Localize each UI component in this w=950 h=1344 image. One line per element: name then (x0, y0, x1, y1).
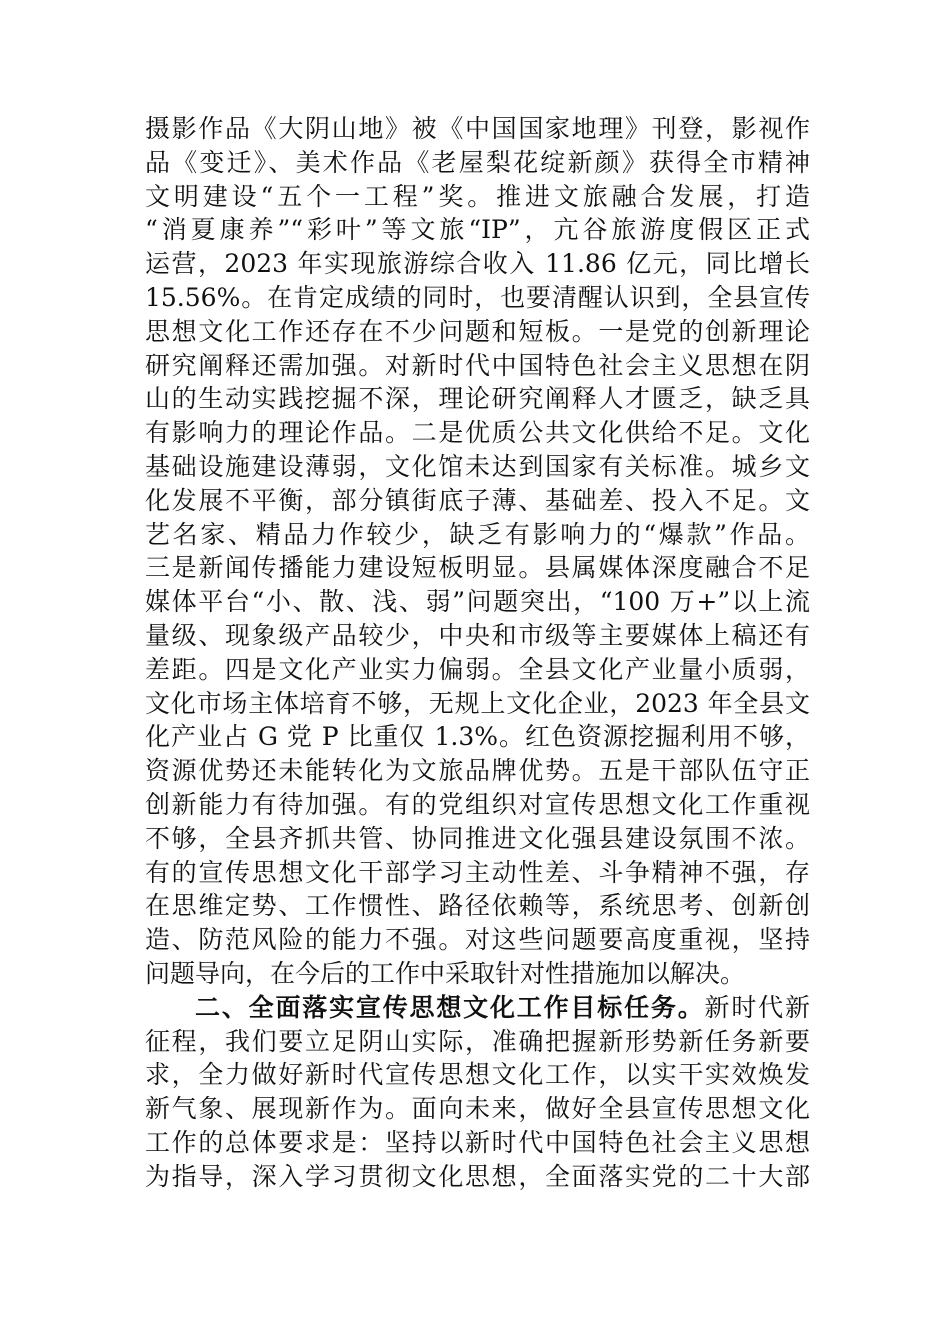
text-line: 三是新闻传播能力建设短板明显。县属媒体深度融合不足 (145, 553, 810, 583)
text-line: 有影响力的理论作品。二是优质公共文化供给不足。文化 (145, 418, 810, 448)
text-line: 有的宣传思想文化干部学习主动性差、斗争精神不强，存 (145, 857, 810, 887)
section-heading-continuation: 新时代新 (704, 992, 810, 1022)
text-line: 艺名家、精品力作较少，缺乏有影响力的“爆款”作品。 (145, 519, 810, 549)
text-line: 文化市场主体培育不够，无规上文化企业，2023 年全县文 (145, 688, 810, 718)
section-heading: 二、全面落实宣传思想文化工作目标任务。 (195, 992, 705, 1022)
text-line: 资源优势还未能转化为文旅品牌优势。五是干部队伍守正 (145, 756, 810, 786)
text-line: 山的生动实践挖掘不深，理论研究阐释人才匮乏，缺乏具 (145, 384, 810, 414)
text-line: 问题导向，在今后的工作中采取针对性措施加以解决。 (145, 958, 746, 988)
section-heading-line (145, 991, 810, 1025)
text-line: 为指导，深入学习贯彻文化思想，全面落实党的二十大部 (145, 1161, 810, 1191)
document-body (145, 112, 810, 1194)
text-line: 基础设施建设薄弱，文化馆未达到国家有关标准。城乡文 (145, 451, 810, 481)
text-line: 在思维定势、工作惯性、路径依赖等，系统思考、创新创 (145, 891, 810, 921)
text-line: 摄影作品《大阴山地》被《中国国家地理》刊登，影视作 (145, 114, 810, 143)
text-line: “消夏康养”“彩叶”等文旅“IP”，亢谷旅游度假区正式 (145, 215, 810, 245)
text-line: 差距。四是文化产业实力偏弱。全县文化产业量小质弱， (145, 654, 810, 684)
text-line: 求，全力做好新时代宣传思想文化工作，以实干实效焕发 (145, 1060, 810, 1090)
text-line: 造、防范风险的能力不强。对这些问题要高度重视，坚持 (145, 925, 810, 955)
text-line: 不够，全县齐抓共管、协同推进文化强县建设氛围不浓。 (145, 823, 810, 853)
text-line: 15.56%。在肯定成绩的同时，也要清醒认识到，全县宣传 (145, 282, 810, 312)
text-line: 征程，我们要立足阴山实际，准确把握新形势新任务新要 (145, 1026, 810, 1056)
text-line: 研究阐释还需加强。对新时代中国特色社会主义思想在阴 (145, 350, 810, 380)
text-line: 运营，2023 年实现旅游综合收入 11.86 亿元，同比增长 (145, 249, 810, 279)
text-line: 工作的总体要求是：坚持以新时代中国特色社会主义思想 (145, 1127, 810, 1157)
text-line: 化发展不平衡，部分镇街底子薄、基础差、投入不足。文 (145, 485, 810, 515)
text-line: 新气象、展现新作为。面向未来，做好全县宣传思想文化 (145, 1094, 810, 1124)
text-line: 文明建设“五个一工程”奖。推进文旅融合发展，打造 (145, 181, 810, 211)
text-line: 品《变迁》、美术作品《老屋梨花绽新颜》获得全市精神 (145, 147, 810, 177)
text-line: 创新能力有待加强。有的党组织对宣传思想文化工作重视 (145, 789, 810, 819)
text-line: 化产业占 G 党 P 比重仅 1.3%。红色资源挖掘利用不够， (145, 722, 810, 752)
text-line: 媒体平台“小、散、浅、弱”问题突出，“100 万+”以上流 (145, 587, 810, 617)
text-line: 思想文化工作还存在不少问题和短板。一是党的创新理论 (145, 316, 810, 346)
text-line: 量级、现象级产品较少，中央和市级等主要媒体上稿还有 (145, 620, 810, 650)
